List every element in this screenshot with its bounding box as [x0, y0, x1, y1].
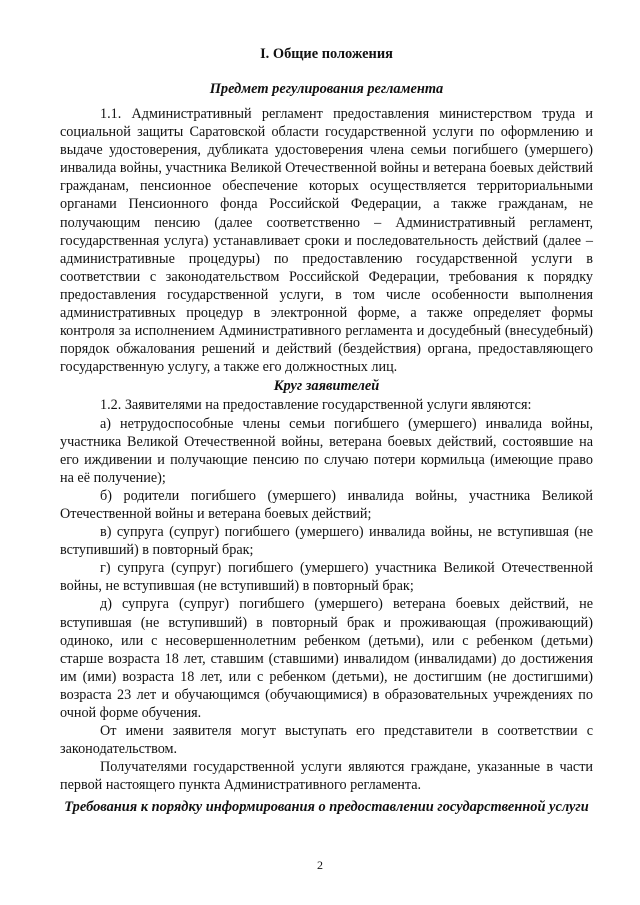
- subsection-heading-informing: Требования к порядку информирования о предоставлении государственной услуги: [64, 799, 589, 816]
- subsection-heading-applicants: Круг заявителей: [273, 378, 380, 395]
- list-item-g: г) супруга (супруг) погибшего (умершего) участника Великой Отечественной войны, не вступившая (не вступивший) в повторный брак;: [60, 560, 593, 595]
- paragraph-recipients: Получателями государственной услуги являются граждане, указанные в части первой настоящего пункта Административного регламента.: [60, 759, 593, 794]
- list-item-v: в) супруга (супруг) погибшего (умершего) инвалида войны, не вступившая (не вступивший) в повторный брак;: [60, 524, 593, 559]
- paragraph-representatives: От имени заявителя могут выступать его представители в соответствии с законодательством.: [60, 723, 593, 758]
- list-item-d: д) супруга (супруг) погибшего (умершего) ветерана боевых действий, не вступившая (не вступивший) в повторный брак и проживающая (проживающий) одиноко, или с несовершеннолетним ребенком (детьми), или с ребенком (детьми) старше возраста 18 лет, ставшим (ставшими) инвалидом (инвалидами) до достижения им (ими) возраста 18 лет, или с ребенком (детьми), не достигшим (не достигшими) возраста 23 лет и обучающимся (обучающимися) в образовательных учреждениях по очной форме обучения.: [60, 596, 593, 721]
- subsection-heading-subject: Предмет регулирования регламента: [209, 81, 444, 97]
- paragraph-1-1: 1.1. Административный регламент предоставления министерством труда и социальной защиты Саратовской области государственной услуги по оформлению и выдаче удостоверения, дубликата удостоверения члена семьи погибшего (умершего) инвалида войны, участника Великой Отечественной войны и ветерана боевых действий гражданам, пенсионное обеспечение которых осуществляется территориальными органами Пенсионного фонда Российской Федерации, а также гражданам, не получающим пенсию (далее соответственно – Административный регламент, государственная услуга) устанавливает сроки и последовательность действий (далее – административные процедуры) по предоставлению государственной услуги в соответствии с законодательством Российской Федерации, требования к порядку предоставления государственной услуги, в том числе особенности выполнения административных процедур в электронной форме, а также определяет формы контроля за исполнением Административного регламента и досудебный (внесудебный) порядок обжалования решений и действий (бездействия) органа, предоставляющего государственную услугу, а также его должностных лиц.: [60, 106, 593, 376]
- list-item-a: а) нетрудоспособные члены семьи погибшего (умершего) инвалида войны, участника Великой Отечественной войны, ветерана боевых действий, состоявшие на его иждивении и получающие пенсию по случаю потери кормильца (имеющие право на её получение);: [60, 415, 593, 486]
- list-item-b: б) родители погибшего (умершего) инвалида войны, участника Великой Отечественной войны и ветерана боевых действий;: [60, 487, 593, 522]
- paragraph-1-2: 1.2. Заявителями на предоставление государственной услуги являются:: [100, 397, 532, 414]
- page-number: 2: [317, 858, 323, 872]
- section-title: I. Общие положения: [260, 46, 393, 62]
